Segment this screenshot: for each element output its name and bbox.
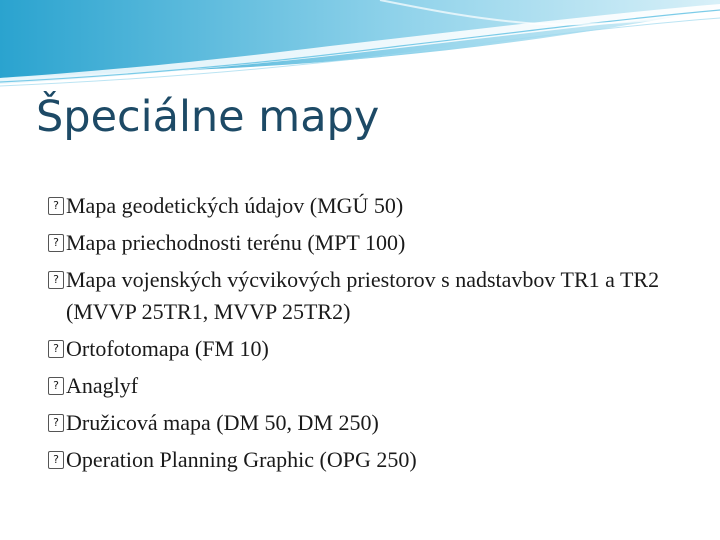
bullet-icon: ? <box>46 264 66 296</box>
bullet-icon: ? <box>46 370 66 402</box>
list-item-text: Mapa priechodnosti terénu (MPT 100) <box>66 230 406 255</box>
slide-title: Špeciálne mapy <box>36 92 380 142</box>
list-item-text: Družicová mapa (DM 50, DM 250) <box>66 410 379 435</box>
header-wave-decoration <box>0 0 720 90</box>
list-item-text: Mapa geodetických údajov (MGÚ 50) <box>66 193 404 218</box>
list-item-text: Ortofotomapa (FM 10) <box>66 336 269 361</box>
list-item <box>46 444 706 476</box>
bullet-icon: ? <box>46 333 66 365</box>
list-item-text: Anaglyf <box>66 373 139 398</box>
list-item <box>46 333 706 365</box>
list-item-text: Operation Planning Graphic (OPG 250) <box>66 447 417 472</box>
list-item <box>46 370 706 402</box>
bullet-icon: ? <box>46 190 66 222</box>
bullet-icon: ? <box>46 407 66 439</box>
list-item <box>46 264 706 328</box>
list-item <box>46 407 706 439</box>
list-item <box>46 227 706 259</box>
list-item <box>46 190 706 222</box>
bullet-icon: ? <box>46 227 66 259</box>
list-item-text: Mapa vojenských výcvikových priestorov s nadstavbov TR1 a TR2 (MVVP 25TR1, MVVP 25TR2) <box>66 267 660 324</box>
bullet-icon: ? <box>46 444 66 476</box>
bullet-list <box>46 190 706 481</box>
